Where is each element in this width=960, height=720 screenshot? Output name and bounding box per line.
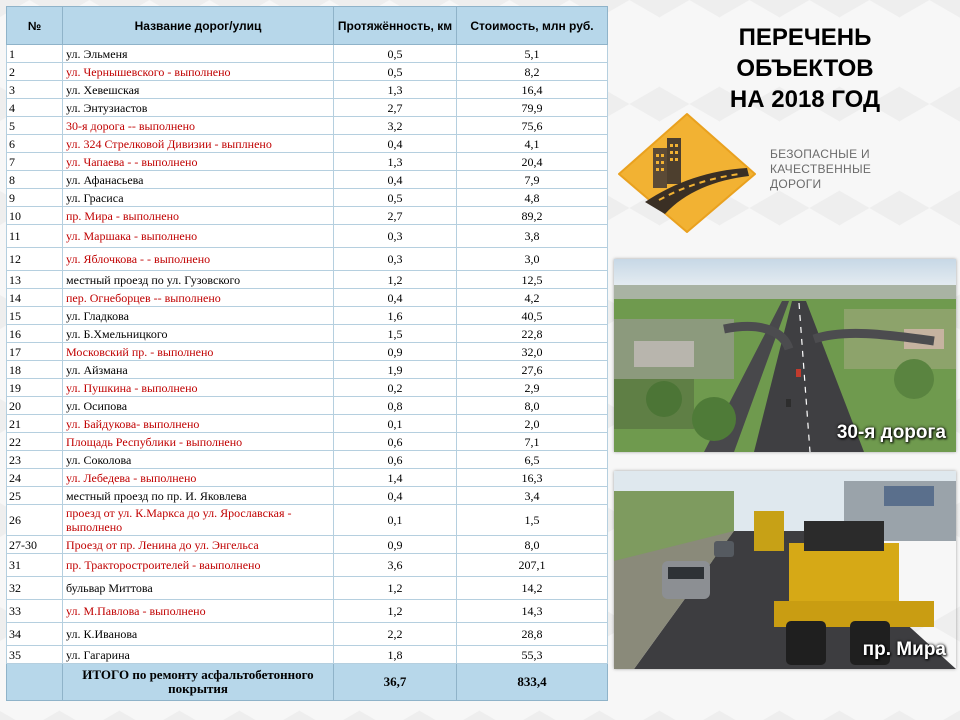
- table-footer: [7, 664, 608, 701]
- row-road-name: местный проезд по ул. Гузовского: [63, 271, 334, 289]
- row-road-name: местный проезд по пр. И. Яковлева: [63, 487, 334, 505]
- row-number: 19: [7, 379, 63, 397]
- row-length: 0,6: [334, 451, 457, 469]
- row-road-name: ул. Чернышевского - выполнено: [63, 63, 334, 81]
- photo-label-mira-avenue: пр. Мира: [862, 639, 946, 660]
- table-row: [7, 451, 608, 469]
- row-length: 1,2: [334, 600, 457, 623]
- table-row: [7, 379, 608, 397]
- row-length: 0,1: [334, 415, 457, 433]
- row-road-name: 30-я дорога -- выполнено: [63, 117, 334, 135]
- table-row: [7, 343, 608, 361]
- row-length: 0,5: [334, 63, 457, 81]
- total-label: ИТОГО по ремонту асфальтобетонного покрытия: [63, 664, 334, 701]
- table-row: [7, 646, 608, 664]
- row-road-name: ул. Грасиса: [63, 189, 334, 207]
- table-row: [7, 117, 608, 135]
- table-row: [7, 45, 608, 63]
- row-number: 23: [7, 451, 63, 469]
- row-road-name: ул. К.Иванова: [63, 623, 334, 646]
- row-length: 2,2: [334, 623, 457, 646]
- row-cost: 75,6: [457, 117, 608, 135]
- row-length: 0,3: [334, 248, 457, 271]
- logo-caption: [770, 147, 910, 192]
- row-number: 10: [7, 207, 63, 225]
- row-length: 1,8: [334, 646, 457, 664]
- row-length: 0,8: [334, 397, 457, 415]
- row-cost: 3,4: [457, 487, 608, 505]
- row-road-name: ул. Афанасьева: [63, 171, 334, 189]
- row-cost: 4,1: [457, 135, 608, 153]
- row-road-name: ул. М.Павлова - выполнено: [63, 600, 334, 623]
- row-cost: 20,4: [457, 153, 608, 171]
- row-number: 4: [7, 99, 63, 117]
- total-row: [7, 664, 608, 701]
- table-row: [7, 225, 608, 248]
- row-number: 5: [7, 117, 63, 135]
- row-cost: 207,1: [457, 554, 608, 577]
- row-number: 6: [7, 135, 63, 153]
- row-length: 1,3: [334, 153, 457, 171]
- row-number: 20: [7, 397, 63, 415]
- row-cost: 28,8: [457, 623, 608, 646]
- row-length: 1,4: [334, 469, 457, 487]
- row-number: 26: [7, 505, 63, 536]
- page-title: [704, 22, 906, 115]
- row-cost: 3,8: [457, 225, 608, 248]
- row-cost: 1,5: [457, 505, 608, 536]
- table-row: [7, 536, 608, 554]
- row-number: 15: [7, 307, 63, 325]
- row-length: 0,4: [334, 487, 457, 505]
- row-length: 0,9: [334, 536, 457, 554]
- row-road-name: ул. Байдукова- выполнено: [63, 415, 334, 433]
- row-length: 0,5: [334, 189, 457, 207]
- row-road-name: ул. Гагарина: [63, 646, 334, 664]
- row-cost: 4,2: [457, 289, 608, 307]
- row-cost: 14,2: [457, 577, 608, 600]
- table-row: [7, 307, 608, 325]
- row-length: 0,4: [334, 289, 457, 307]
- row-number: 21: [7, 415, 63, 433]
- table-row: [7, 248, 608, 271]
- row-road-name: ул. Б.Хмельницкого: [63, 325, 334, 343]
- table-row: [7, 153, 608, 171]
- table-row: [7, 135, 608, 153]
- header-length: Протяжённость, км: [334, 7, 457, 45]
- row-number: 33: [7, 600, 63, 623]
- row-number: 16: [7, 325, 63, 343]
- row-cost: 7,1: [457, 433, 608, 451]
- row-number: 34: [7, 623, 63, 646]
- row-cost: 5,1: [457, 45, 608, 63]
- row-cost: 79,9: [457, 99, 608, 117]
- row-number: 2: [7, 63, 63, 81]
- row-length: 1,2: [334, 271, 457, 289]
- table-row: [7, 577, 608, 600]
- table-row: [7, 397, 608, 415]
- row-road-name: ул. Пушкина - выполнено: [63, 379, 334, 397]
- table-row: [7, 469, 608, 487]
- table-row: [7, 63, 608, 81]
- table-row: [7, 433, 608, 451]
- row-number: 27-30: [7, 536, 63, 554]
- road-construction-sign-icon: [615, 110, 765, 235]
- row-cost: 27,6: [457, 361, 608, 379]
- table-row: [7, 99, 608, 117]
- row-cost: 2,9: [457, 379, 608, 397]
- table-row: [7, 289, 608, 307]
- row-length: 0,1: [334, 505, 457, 536]
- total-length: 36,7: [334, 664, 457, 701]
- row-road-name: проезд от ул. К.Маркса до ул. Ярославская - выполнено: [63, 505, 334, 536]
- row-length: 0,6: [334, 433, 457, 451]
- row-length: 0,4: [334, 135, 457, 153]
- table-row: [7, 361, 608, 379]
- row-cost: 22,8: [457, 325, 608, 343]
- row-number: 14: [7, 289, 63, 307]
- logo-caption-line-2: КАЧЕСТВЕННЫЕ: [770, 162, 872, 176]
- row-number: 12: [7, 248, 63, 271]
- table-row: [7, 325, 608, 343]
- table-row: [7, 623, 608, 646]
- row-cost: 16,3: [457, 469, 608, 487]
- row-cost: 89,2: [457, 207, 608, 225]
- total-number: [7, 664, 63, 701]
- row-road-name: пр. Мира - выполнено: [63, 207, 334, 225]
- logo-caption-line-1: БЕЗОПАСНЫЕ И: [770, 147, 870, 161]
- row-number: 18: [7, 361, 63, 379]
- row-cost: 32,0: [457, 343, 608, 361]
- row-cost: 2,0: [457, 415, 608, 433]
- title-line-2: ОБЪЕКТОВ: [736, 55, 874, 82]
- table-row: [7, 505, 608, 536]
- table-row: [7, 600, 608, 623]
- row-cost: 8,0: [457, 397, 608, 415]
- photo-label-30th-road: 30-я дорога: [836, 422, 946, 443]
- table-row: [7, 554, 608, 577]
- table-row: [7, 189, 608, 207]
- header-cost: Стоимость, млн руб.: [457, 7, 608, 45]
- row-cost: 3,0: [457, 248, 608, 271]
- row-road-name: ул. 324 Стрелковой Дивизии - выплнено: [63, 135, 334, 153]
- program-logo: [615, 110, 915, 235]
- header-number: №: [7, 7, 63, 45]
- row-length: 1,9: [334, 361, 457, 379]
- table-body: [7, 45, 608, 664]
- row-length: 3,2: [334, 117, 457, 135]
- total-cost: 833,4: [457, 664, 608, 701]
- row-number: 32: [7, 577, 63, 600]
- row-cost: 55,3: [457, 646, 608, 664]
- row-road-name: Московский пр. - выполнено: [63, 343, 334, 361]
- row-cost: 40,5: [457, 307, 608, 325]
- photo-30th-road: [614, 259, 956, 452]
- table-row: [7, 271, 608, 289]
- row-number: 7: [7, 153, 63, 171]
- row-length: 1,5: [334, 325, 457, 343]
- row-cost: 8,2: [457, 63, 608, 81]
- row-length: 1,6: [334, 307, 457, 325]
- row-cost: 8,0: [457, 536, 608, 554]
- row-road-name: ул. Айзмана: [63, 361, 334, 379]
- row-number: 17: [7, 343, 63, 361]
- row-cost: 16,4: [457, 81, 608, 99]
- row-road-name: пр. Тракторостроителей - ваыполнено: [63, 554, 334, 577]
- row-number: 9: [7, 189, 63, 207]
- row-length: 0,9: [334, 343, 457, 361]
- roads-table: [6, 6, 608, 701]
- row-road-name: бульвар Миттова: [63, 577, 334, 600]
- row-length: 0,3: [334, 225, 457, 248]
- row-length: 1,3: [334, 81, 457, 99]
- row-cost: 4,8: [457, 189, 608, 207]
- row-road-name: ул. Хевешская: [63, 81, 334, 99]
- logo-caption-line-3: ДОРОГИ: [770, 177, 822, 191]
- table-row: [7, 171, 608, 189]
- row-length: 0,4: [334, 171, 457, 189]
- row-road-name: ул. Гладкова: [63, 307, 334, 325]
- row-length: 1,2: [334, 577, 457, 600]
- row-length: 0,2: [334, 379, 457, 397]
- table-row: [7, 415, 608, 433]
- row-road-name: ул. Яблочкова - - выполнено: [63, 248, 334, 271]
- table-row: [7, 207, 608, 225]
- row-cost: 7,9: [457, 171, 608, 189]
- row-number: 1: [7, 45, 63, 63]
- row-road-name: Проезд от пр. Ленина до ул. Энгельса: [63, 536, 334, 554]
- row-road-name: ул. Соколова: [63, 451, 334, 469]
- row-cost: 6,5: [457, 451, 608, 469]
- header-road-name: Название дорог/улиц: [63, 7, 334, 45]
- row-length: 0,5: [334, 45, 457, 63]
- row-number: 22: [7, 433, 63, 451]
- row-road-name: Площадь Республики - выполнено: [63, 433, 334, 451]
- row-number: 25: [7, 487, 63, 505]
- table-row: [7, 487, 608, 505]
- row-length: 3,6: [334, 554, 457, 577]
- row-road-name: ул. Осипова: [63, 397, 334, 415]
- row-number: 24: [7, 469, 63, 487]
- row-cost: 14,3: [457, 600, 608, 623]
- row-road-name: ул. Маршака - выполнено: [63, 225, 334, 248]
- row-number: 35: [7, 646, 63, 664]
- row-number: 31: [7, 554, 63, 577]
- row-road-name: ул. Чапаева - - выполнено: [63, 153, 334, 171]
- row-number: 3: [7, 81, 63, 99]
- row-road-name: ул. Энтузиастов: [63, 99, 334, 117]
- row-length: 2,7: [334, 207, 457, 225]
- photo-mira-avenue: [614, 471, 956, 669]
- row-length: 2,7: [334, 99, 457, 117]
- row-road-name: ул. Лебедева - выполнено: [63, 469, 334, 487]
- row-number: 13: [7, 271, 63, 289]
- row-number: 8: [7, 171, 63, 189]
- title-line-1: ПЕРЕЧЕНЬ: [738, 24, 872, 51]
- row-number: 11: [7, 225, 63, 248]
- row-road-name: ул. Эльменя: [63, 45, 334, 63]
- table-header: [7, 7, 608, 45]
- row-road-name: пер. Огнеборцев -- выполнено: [63, 289, 334, 307]
- title-line-3: НА 2018 ГОД: [729, 86, 881, 113]
- table-row: [7, 81, 608, 99]
- row-cost: 12,5: [457, 271, 608, 289]
